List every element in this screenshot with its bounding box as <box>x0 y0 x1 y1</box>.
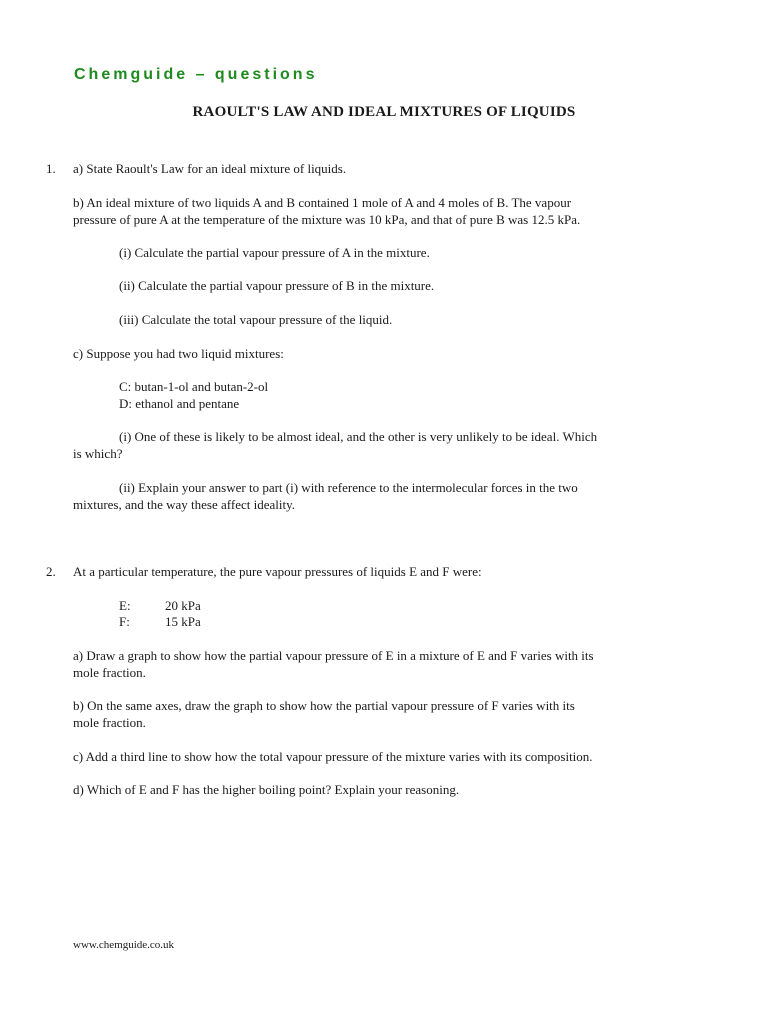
q2-e-label: E: <box>119 598 131 613</box>
q1-part-c-i-line1: (i) One of these is likely to be almost ideal, and the other is very unlikely to be ideal. Which <box>119 429 598 444</box>
q2-part-d: d) Which of E and F has the higher boiling point? Explain your reasoning. <box>73 782 460 797</box>
q2-part-a-line2: mole fraction. <box>73 665 146 680</box>
q2-part-b-line1: b) On the same axes, draw the graph to show how the partial vapour pressure of F varies with its <box>73 698 575 713</box>
q1-part-b-line2: pressure of pure A at the temperature of the mixture was 10 kPa, and that of pure B was 12.5 kPa. <box>73 212 581 227</box>
q1-part-c-ii-line1: (ii) Explain your answer to part (i) with reference to the intermolecular forces in the two <box>119 480 578 495</box>
q1-part-b-line1: b) An ideal mixture of two liquids A and B contained 1 mole of A and 4 moles of B. The vapour <box>73 195 572 210</box>
brand-heading: Chemguide – questions <box>74 66 318 83</box>
q1-part-b-ii: (ii) Calculate the partial vapour pressure of B in the mixture. <box>119 278 435 293</box>
q2-part-c: c) Add a third line to show how the total vapour pressure of the mixture varies with its composition. <box>73 749 593 764</box>
footer-url: www.chemguide.co.uk <box>73 939 175 951</box>
page-title: RAOULT'S LAW AND IDEAL MIXTURES OF LIQUIDS <box>192 104 576 120</box>
q2-f-value: 15 kPa <box>165 614 201 629</box>
q1-part-c-i-line2: is which? <box>73 446 123 461</box>
q1-part-c-ii-line2: mixtures, and the way these affect ideality. <box>73 497 296 512</box>
q2-e-value: 20 kPa <box>165 598 201 613</box>
q2-f-label: F: <box>119 614 130 629</box>
q1-part-b-iii: (iii) Calculate the total vapour pressure of the liquid. <box>119 312 393 327</box>
q2-part-a-line1: a) Draw a graph to show how the partial vapour pressure of E in a mixture of E and F varies with its <box>73 648 594 663</box>
q2-intro: At a particular temperature, the pure vapour pressures of liquids E and F were: <box>73 564 482 579</box>
q2-part-b-line2: mole fraction. <box>73 715 146 730</box>
q1-part-a: a) State Raoult's Law for an ideal mixture of liquids. <box>73 161 347 176</box>
q1-mixture-d: D: ethanol and pentane <box>119 396 240 411</box>
q1-mixture-c: C: butan-1-ol and butan-2-ol <box>119 379 269 394</box>
question-number-1: 1. <box>46 161 56 176</box>
q1-part-b-i: (i) Calculate the partial vapour pressure of A in the mixture. <box>119 245 430 260</box>
q1-part-c: c) Suppose you had two liquid mixtures: <box>73 346 284 361</box>
question-number-2: 2. <box>46 564 56 579</box>
